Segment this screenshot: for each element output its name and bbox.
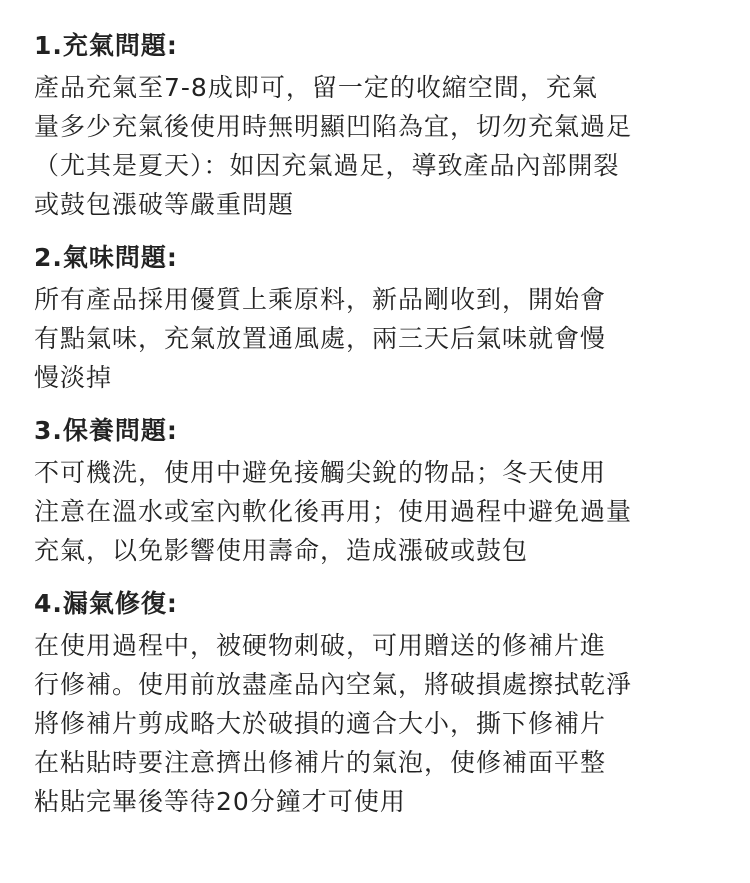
text-line: 將修補片剪成略大於破損的適合大小，撕下修補片 <box>34 709 607 738</box>
section-title-odor: 2.氣味問題: <box>34 243 178 272</box>
text-line: 不可機洗，使用中避免接觸尖銳的物品；冬天使用 <box>34 458 607 487</box>
text-line: 在使用過程中，被硬物刺破，可用贈送的修補片進 <box>34 631 607 660</box>
section-maintenance <box>34 413 726 570</box>
section-leak-repair <box>34 586 726 821</box>
text-line: 所有產品採用優質上乘原料，新品剛收到，開始會 <box>34 285 607 314</box>
section-title-inflation: 1.充氣問題: <box>34 31 178 60</box>
text-line: 注意在溫水或室內軟化後再用；使用過程中避免過量 <box>34 497 633 526</box>
section-inflation <box>34 28 726 224</box>
text-line: （尤其是夏天）：如因充氣過足，導致產品內部開裂 <box>34 151 620 180</box>
text-line: 慢淡掉 <box>34 363 113 392</box>
text-line: 行修補。使用前放盡產品內空氣，將破損處擦拭乾淨 <box>34 670 633 699</box>
text-line: 有點氣味，充氣放置通風處，兩三天后氣味就會慢 <box>34 324 607 353</box>
section-odor <box>34 240 726 397</box>
text-line: 產品充氣至7-8成即可，留一定的收縮空間，充氣 <box>34 73 598 102</box>
text-line: 在粘貼時要注意擠出修補片的氣泡，使修補面平整 <box>34 748 607 777</box>
text-line: 或鼓包漲破等嚴重問題 <box>34 190 295 219</box>
section-title-maintenance: 3.保養問題: <box>34 416 178 445</box>
text-line: 粘貼完畢後等待20分鐘才可使用 <box>34 787 406 816</box>
section-title-leak-repair: 4.漏氣修復: <box>34 589 178 618</box>
text-line: 量多少充氣後使用時無明顯凹陷為宜，切勿充氣過足 <box>34 112 633 141</box>
text-line: 充氣，以免影響使用壽命，造成漲破或鼓包 <box>34 536 529 565</box>
